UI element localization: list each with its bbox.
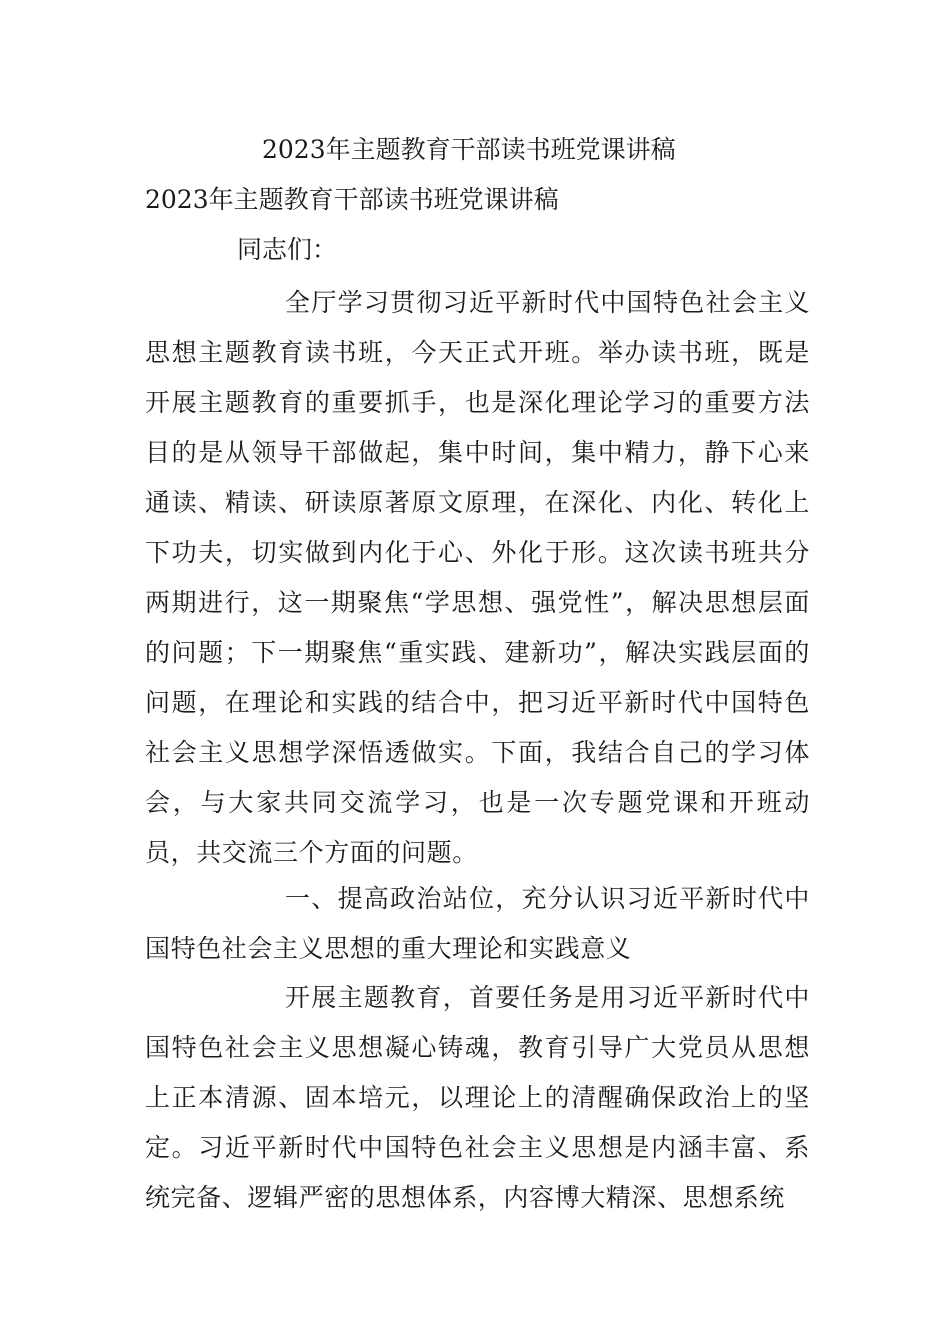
document-subtitle: 2023年主题教育干部读书班党课讲稿 <box>145 185 559 214</box>
body-paragraph-section-one: 开展主题教育，首要任务是用习近平新时代中国特色社会主义思想凝心铸魂，教育引导广大党员从思想上正本清源、固本培元，以理论上的清醒确保政治上的坚定。习近平新时代中国特色社会主义思想是内涵丰富、系统完备、逻辑严密的思想体系，内容博大精深、思想系统 <box>145 983 810 1212</box>
body-paragraph-intro: 全厅学习贯彻习近平新时代中国特色社会主义思想主题教育读书班，今天正式开班。举办读书班，既是开展主题教育的重要抓手，也是深化理论学习的重要方法目的是从领导干部做起，集中时间，集中精力，静下心来通读、精读、研读原著原文原理，在深化、内化、转化上下功夫，切实做到内化于心、外化于形。这次读书班共分两期进行，这一期聚焦“学思想、强党性”，解决思想层面的问题；下一期聚焦“重实践、建新功”，解决实践层面的问题，在理论和实践的结合中，把习近平新时代中国特色社会主义思想学深悟透做实。下面，我结合自己的学习体会，与大家共同交流学习，也是一次专题党课和开班动员，共交流三个方面的问题。 <box>145 288 810 867</box>
section-heading-one: 一、提高政治站位，充分认识习近平新时代中国特色社会主义思想的重大理论和实践意义 <box>145 884 810 963</box>
document-title: 2023年主题教育干部读书班党课讲稿 <box>262 135 676 164</box>
salutation: 同志们： <box>237 235 338 264</box>
